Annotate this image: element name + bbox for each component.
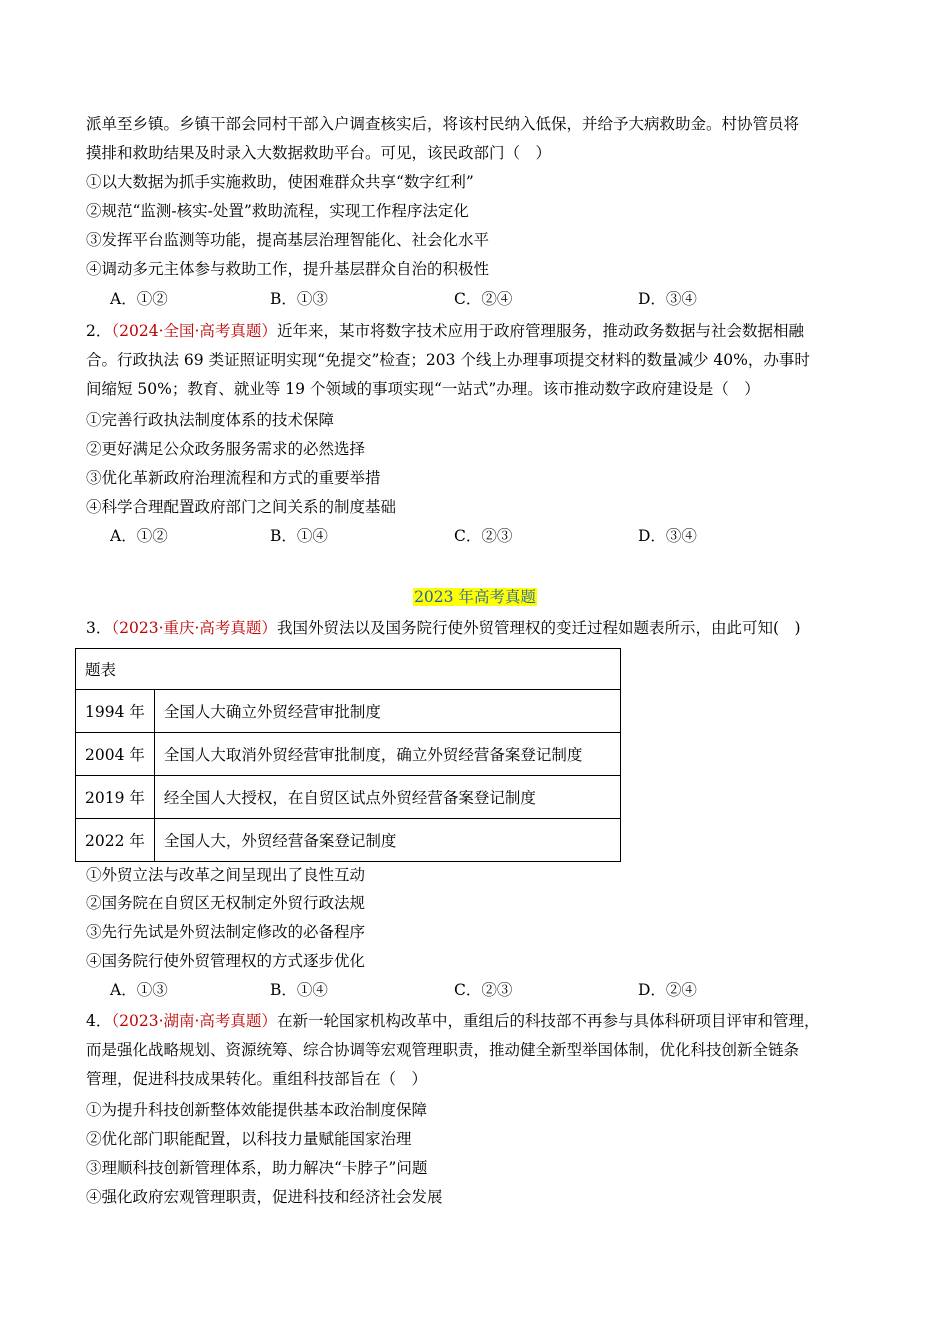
q3-option-d[interactable]: D．②④ xyxy=(638,981,697,999)
table-year-cell: 2004 年 xyxy=(76,733,155,776)
q2-stem-line-2: 合。行政执法 69 类证照证明实现“免提交”检查；203 个线上办理事项提交材料的数量减少 40%，办事时 xyxy=(86,351,810,369)
q1-item-2: ②规范“监测-核实-处置”救助流程，实现工作程序法定化 xyxy=(86,202,469,220)
q4-item-2: ②优化部门职能配置，以科技力量赋能国家治理 xyxy=(86,1130,412,1148)
q4-stem-text: 在新一轮国家机构改革中，重组后的科技部不再参与具体科研项目评审和管理， xyxy=(276,1012,820,1030)
q2-item-2: ②更好满足公众政务服务需求的必然选择 xyxy=(86,440,366,458)
table-text-cell: 全国人大确立外贸经营审批制度 xyxy=(154,690,620,733)
table-text-cell: 全国人大，外贸经营备案登记制度 xyxy=(154,819,620,862)
section-heading xyxy=(0,586,950,608)
table-text-cell: 经全国人大授权，在自贸区试点外贸经营备案登记制度 xyxy=(154,776,620,819)
q4-stem-line-3: 管理，促进科技成果转化。重组科技部旨在（ ） xyxy=(86,1070,428,1088)
q1-option-a[interactable]: A．①② xyxy=(110,290,168,308)
q4-item-3: ③理顺科技创新管理体系，助力解决“卡脖子”问题 xyxy=(86,1159,428,1177)
q2-item-4: ④科学合理配置政府部门之间关系的制度基础 xyxy=(86,498,397,516)
table-title: 题表 xyxy=(76,649,621,690)
q3-option-c[interactable]: C．②③ xyxy=(454,981,513,999)
section-title: 2023 年高考真题 xyxy=(414,588,536,606)
q2-option-a[interactable]: A．①② xyxy=(110,527,168,545)
q4-stem-line-2: 而是强化战略规划、资源统筹、综合协调等宏观管理职责，推动健全新型举国体制，优化科技创新全链条 xyxy=(86,1041,800,1059)
q1-item-1: ①以大数据为抓手实施救助，使困难群众共享“数字红利” xyxy=(86,173,474,191)
q1-stem-line-2: 摸排和救助结果及时录入大数据救助平台。可见，该民政部门（ ） xyxy=(86,144,552,162)
q4-item-1: ①为提升科技创新整体效能提供基本政治制度保障 xyxy=(86,1101,428,1119)
q4-number: 4． xyxy=(86,1012,112,1030)
q2-stem-line-3: 间缩短 50%；教育、就业等 19 个领域的事项实现“一站式”办理。该市推动数字政府建设是（ ） xyxy=(86,380,760,398)
q2-item-3: ③优化革新政府治理流程和方式的重要举措 xyxy=(86,469,381,487)
q1-option-b[interactable]: B．①③ xyxy=(270,290,328,308)
q3-option-b[interactable]: B．①④ xyxy=(270,981,328,999)
q3-item-4: ④国务院行使外贸管理权的方式逐步优化 xyxy=(86,952,366,970)
q3-stem-line-1 xyxy=(86,617,801,639)
table-row xyxy=(76,690,621,733)
q3-number: 3． xyxy=(86,619,112,637)
table-year-cell: 2019 年 xyxy=(76,776,155,819)
q2-option-b[interactable]: B．①④ xyxy=(270,527,328,545)
table-row xyxy=(76,776,621,819)
q3-item-2: ②国务院在自贸区无权制定外贸行政法规 xyxy=(86,894,366,912)
table-title-row xyxy=(76,649,621,690)
q3-stem-text: 我国外贸法以及国务院行使外贸管理权的变迁过程如题表所示，由此可知( ) xyxy=(276,619,801,637)
q3-table xyxy=(75,648,621,862)
table-row xyxy=(76,819,621,862)
q1-stem-line-1: 派单至乡镇。乡镇干部会同村干部入户调查核实后，将该村民纳入低保，并给予大病救助金。村协管员将 xyxy=(86,115,800,133)
q3-option-a[interactable]: A．①③ xyxy=(110,981,168,999)
q3-item-3: ③先行先试是外贸法制定修改的必备程序 xyxy=(86,923,366,941)
q2-stem-line-1 xyxy=(86,320,804,342)
table-year-cell: 1994 年 xyxy=(76,690,155,733)
q3-source-tag: （2023·重庆·高考真题） xyxy=(111,619,277,637)
q1-option-c[interactable]: C．②④ xyxy=(454,290,513,308)
q2-option-c[interactable]: C．②③ xyxy=(454,527,513,545)
q1-item-3: ③发挥平台监测等功能，提高基层治理智能化、社会化水平 xyxy=(86,231,490,249)
table-year-cell: 2022 年 xyxy=(76,819,155,862)
q2-stem-text: 近年来，某市将数字技术应用于政府管理服务，推动政务数据与社会数据相融 xyxy=(276,322,804,340)
q4-item-4: ④强化政府宏观管理职责，促进科技和经济社会发展 xyxy=(86,1188,443,1206)
q2-source-tag: （2024·全国·高考真题） xyxy=(111,322,277,340)
table-row xyxy=(76,733,621,776)
q2-number: 2． xyxy=(86,322,112,340)
table-text-cell: 全国人大取消外贸经营审批制度，确立外贸经营备案登记制度 xyxy=(154,733,620,776)
q1-option-d[interactable]: D．③④ xyxy=(638,290,697,308)
q4-source-tag: （2023·湖南·高考真题） xyxy=(111,1012,277,1030)
q2-option-d[interactable]: D．③④ xyxy=(638,527,697,545)
q4-stem-line-1 xyxy=(86,1010,819,1032)
q3-item-1: ①外贸立法与改革之间呈现出了良性互动 xyxy=(86,866,366,884)
q2-item-1: ①完善行政执法制度体系的技术保障 xyxy=(86,411,335,429)
q1-item-4: ④调动多元主体参与救助工作，提升基层群众自治的积极性 xyxy=(86,260,490,278)
